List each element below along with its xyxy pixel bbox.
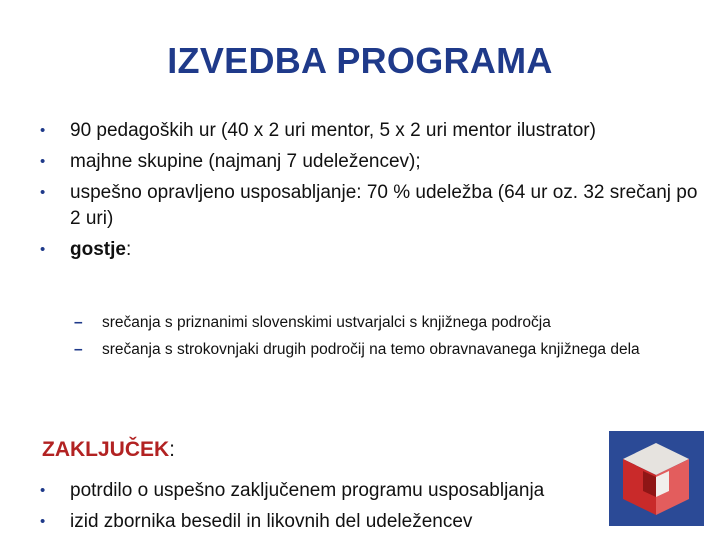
- cube-logo-icon: [609, 431, 704, 526]
- sub-item-creators: [74, 312, 674, 334]
- bullet-icon: •: [40, 482, 46, 499]
- bullet-item-guests: [38, 237, 698, 263]
- bullet-text: potrdilo o uspešno zaključenem programu usposabljanja: [70, 480, 545, 501]
- sub-item-experts: [74, 339, 674, 361]
- bullet-text: uspešno opravljeno usposabljanje: 70 % udeležba (64 ur oz. 32 srečanj po 2 uri): [70, 182, 698, 229]
- bullet-item-groups: [38, 149, 698, 175]
- conclusion-item-certificate: [38, 478, 618, 504]
- cube-logo-graphic: [609, 431, 704, 526]
- bullet-text: izid zbornika besedil in likovnih del udeležencev: [70, 511, 473, 532]
- main-bullet-list: [38, 118, 698, 268]
- conclusion-colon: :: [169, 438, 176, 461]
- conclusion-heading: [42, 438, 175, 462]
- bullet-text: majhne skupine (najmanj 7 udeležencev);: [70, 151, 421, 172]
- guests-sub-list: [74, 312, 674, 366]
- slide-title: IZVEDBA PROGRAMA: [167, 40, 553, 81]
- bullet-item-hours: [38, 118, 698, 144]
- bullet-icon: •: [40, 153, 46, 170]
- bullet-icon: •: [40, 122, 46, 139]
- bullet-item-completion: [38, 180, 698, 232]
- sub-item-text: srečanja s priznanimi slovenskimi ustvarjalci s knjižnega področja: [102, 314, 551, 331]
- conclusion-item-anthology: [38, 509, 618, 535]
- bullet-icon: •: [40, 184, 46, 201]
- dash-icon: –: [74, 341, 83, 358]
- guests-label: gostje: [70, 239, 126, 260]
- bullet-icon: •: [40, 241, 46, 258]
- conclusion-heading-text: ZAKLJUČEK: [42, 438, 170, 461]
- bullet-icon: •: [40, 513, 46, 530]
- conclusion-bullet-list: [38, 478, 618, 540]
- bullet-text: 90 pedagoških ur (40 x 2 uri mentor, 5 x 2 uri mentor ilustrator): [70, 120, 596, 141]
- dash-icon: –: [74, 314, 83, 331]
- guests-colon: :: [125, 239, 132, 260]
- sub-item-text: srečanja s strokovnjaki drugih področij na temo obravnavanega knjižnega dela: [102, 341, 640, 358]
